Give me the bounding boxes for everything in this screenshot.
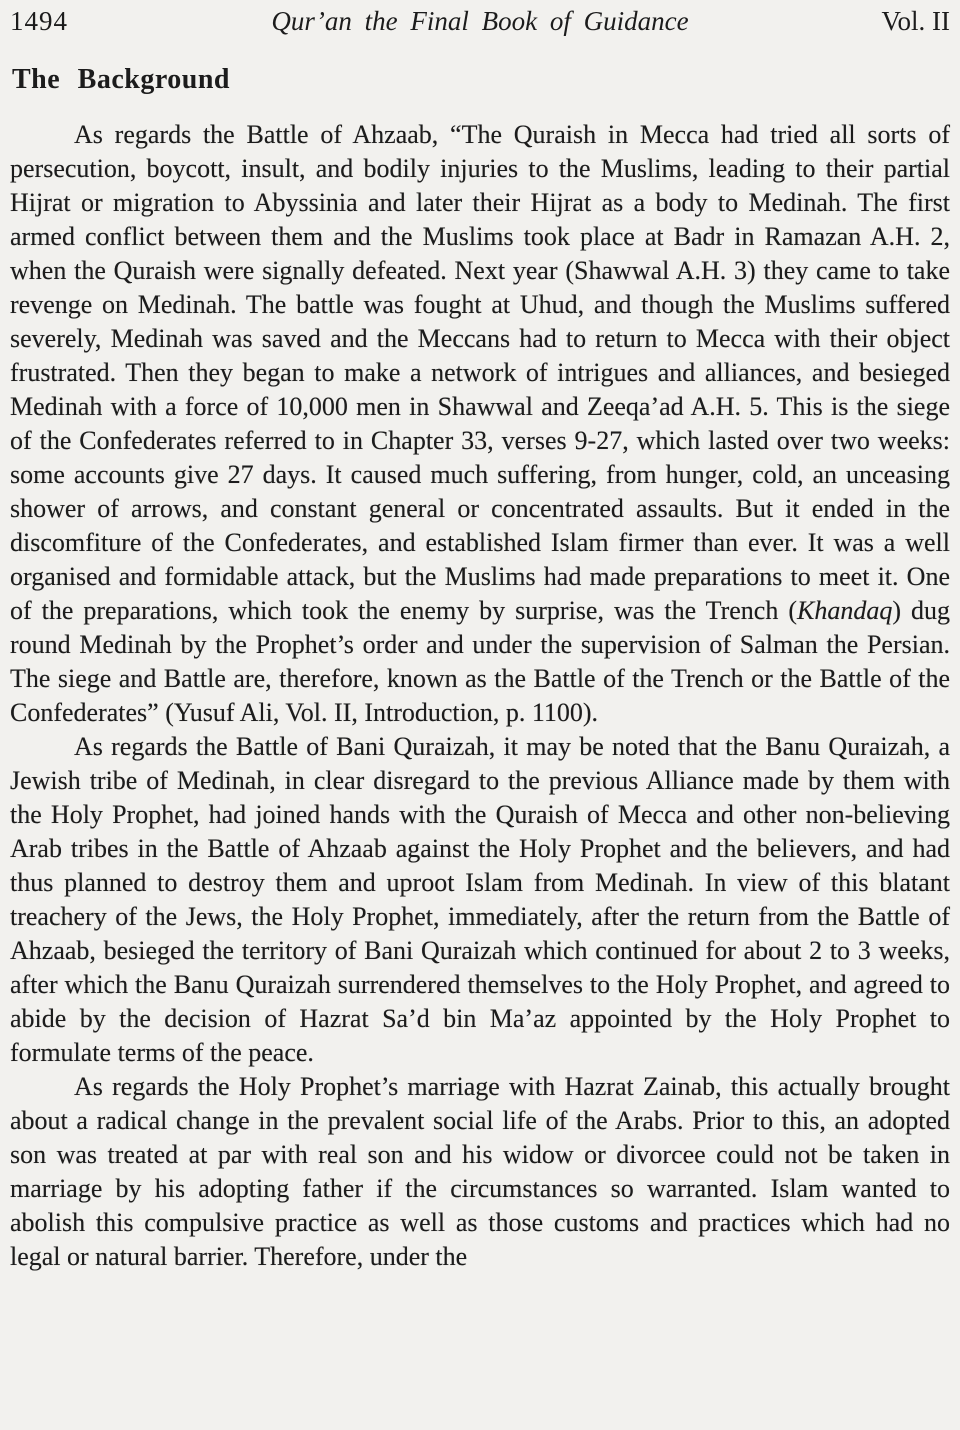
italic-run: Khandaq xyxy=(797,596,893,625)
text-run: As regards the Battle of Ahzaab, “The Quraish in Mecca had tried all sorts of persecution, boycott, insult, and bodily injuries to the Muslims, leading to their partial Hijrat or migration to Abyssinia and later their Hijrat as a body to Medinah. The first armed conflict between them and the Muslims took place at Badr in Ramazan A.H. 2, when the Quraish were signally defeated. Next year (Shawwal A.H. 3) they came to take revenge on Medinah. The battle was fought at Uhud, and though the Muslims suffered severely, Medinah was saved and the Meccans had to return to Mecca with their object frustrated. Then they began to make a network of intrigues and alliances, and besieged Medinah with a force of 10,000 men in Shawwal and Zeeqa’ad A.H. 5. This is the siege of the Confederates referred to in Chapter 33, verses 9-27, which lasted over two weeks: some accounts give 27 days. It caused much suffering, from hunger, cold, an unceasing shower of arrows, and constant general or concentrated assaults. But it ended in the discomfiture of the Confederates, and established Islam firmer than ever. It was a well organised and formidable attack, but the Muslims had made preparations to meet it. One of the preparations, which took the enemy by surprise, was the Trench ( xyxy=(10,120,950,625)
volume-label: Vol. II xyxy=(881,6,950,36)
section-heading: The Background xyxy=(12,64,230,95)
paragraph xyxy=(10,118,950,730)
paragraph xyxy=(10,1070,950,1274)
text-run: ) dug round Medinah by the Prophet’s order and under the supervision of Salman the Persian. The siege and Battle are, therefore, known as the Battle of the Trench or the Battle of the Confederates” (Yusuf Ali, Vol. II, Introduction, p. 1100). xyxy=(10,596,950,727)
text-run: As regards the Battle of Bani Quraizah, it may be noted that the Banu Quraizah, a Jewish tribe of Medinah, in clear disregard to the previous Alliance made by them with the Holy Prophet, had joined hands with the Quraish of Mecca and other non-believing Arab tribes in the Battle of Ahzaab against the Holy Prophet and the believers, and had thus planned to destroy them and uproot Islam from Medinah. In view of this blatant treachery of the Jews, the Holy Prophet, immediately, after the return from the Battle of Ahzaab, besieged the territory of Bani Quraizah which continued for about 2 to 3 weeks, after which the Banu Quraizah surrendered themselves to the Holy Prophet, and agreed to abide by the decision of Hazrat Sa’d bin Ma’az appointed by the Holy Prophet to formulate terms of the peace. xyxy=(10,732,950,1067)
text-run: As regards the Holy Prophet’s marriage with Hazrat Zainab, this actually brought about a radical change in the prevalent social life of the Arabs. Prior to this, an adopted son was treated at par with real son and his widow or divorcee could not be taken in marriage by his adopting father if the circumstances so warranted. Islam wanted to abolish this compulsive practice as well as those customs and practices which had no legal or natural barrier. Therefore, under the xyxy=(10,1072,950,1271)
paragraph xyxy=(10,730,950,1070)
page-number: 1494 xyxy=(10,6,68,36)
running-header xyxy=(10,5,950,37)
book-title: Qur’an the Final Book of Guidance xyxy=(271,6,689,36)
body-text xyxy=(10,118,950,1274)
